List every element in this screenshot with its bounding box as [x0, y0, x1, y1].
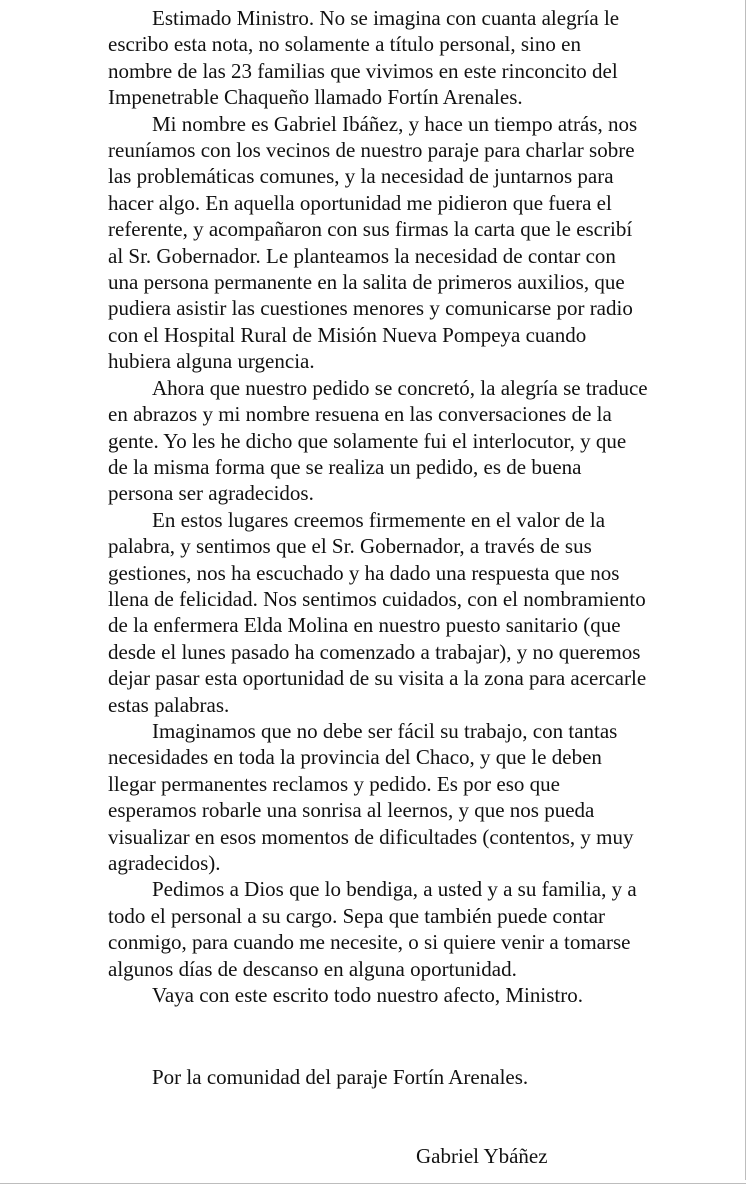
paragraph-introduction: Mi nombre es Gabriel Ibáñez, y hace un tiempo atrás, nos reuníamos con los vecinos de nuestro paraje para charlar sobre las problemáticas comunes, y la necesidad de juntarnos para hacer algo. En aquella oportunidad me pidieron que fuera el referente, y acompañaron con sus firmas la carta que le escribí al Sr. Gobernador. Le planteamos la necesidad de contar con una persona permanente en la salita de primeros auxilios, que pudiera asistir las cuestiones menores y comunicarse por radio con el Hospital Rural de Misión Nueva Pompeya cuando hubiera alguna urgencia. — [108, 111, 638, 374]
paragraph-greeting: Estimado Ministro. No se imagina con cuanta alegría le escribo esta nota, no solamente a título personal, sino en nombre de las 23 familias que vivimos en este rinconcito del Impenetrable Chaqueño llamado Fortín Arenales. — [108, 6, 620, 110]
paragraph-province-needs: Imaginamos que no debe ser fácil su trabajo, con tantas necesidades en toda la provincia del Chaco, y que le deben llegar permanentes reclamos y pedido. Es por eso que esperamos robarle una sonrisa al leernos, y que nos pueda visualizar en esos momentos de dificultades (contentos, y muy agradecidos). — [108, 718, 634, 875]
paragraph-gratitude: Ahora que nuestro pedido se concretó, la alegría se traduce en abrazos y mi nombre resuena en las conversaciones de la gente. Yo les he dicho que solamente fui el interlocutor, y que de la misma forma que se realiza un pedido, es de buena persona ser agradecidos. — [108, 375, 648, 506]
paragraph-farewell: Vaya con este escrito todo nuestro afecto, Ministro. — [152, 983, 583, 1008]
page-edge-right — [745, 0, 746, 1180]
paragraph-nurse-appointment: En estos lugares creemos firmemente en el valor de la palabra, y sentimos que el Sr. Gobernador, a través de sus gestiones, nos ha escuchado y ha dado una respuesta que nos llena de felicidad. Nos sentimos cuidados, con el nombramiento de la enfermera Elda Molina en nuestro puesto sanitario (que desde el lunes pasado ha comenzado a trabajar), y no queremos dejar pasar esta oportunidad de su visita a la zona para acercarle estas palabras. — [108, 507, 647, 717]
signature-name: Gabriel Ybáñez — [416, 1144, 548, 1168]
page-edge-bottom — [0, 1183, 746, 1184]
paragraph-blessing: Pedimos a Dios que lo bendiga, a usted y a su familia, y a todo el personal a su cargo. Sepa que también puede contar conmigo, para cuando me necesite, o si quiere venir a tomarse algunos días de descanso en alguna oportunidad. — [108, 877, 637, 981]
closing-line: Por la comunidad del paraje Fortín Arenales. — [152, 1065, 529, 1089]
letter-body — [108, 5, 648, 1008]
